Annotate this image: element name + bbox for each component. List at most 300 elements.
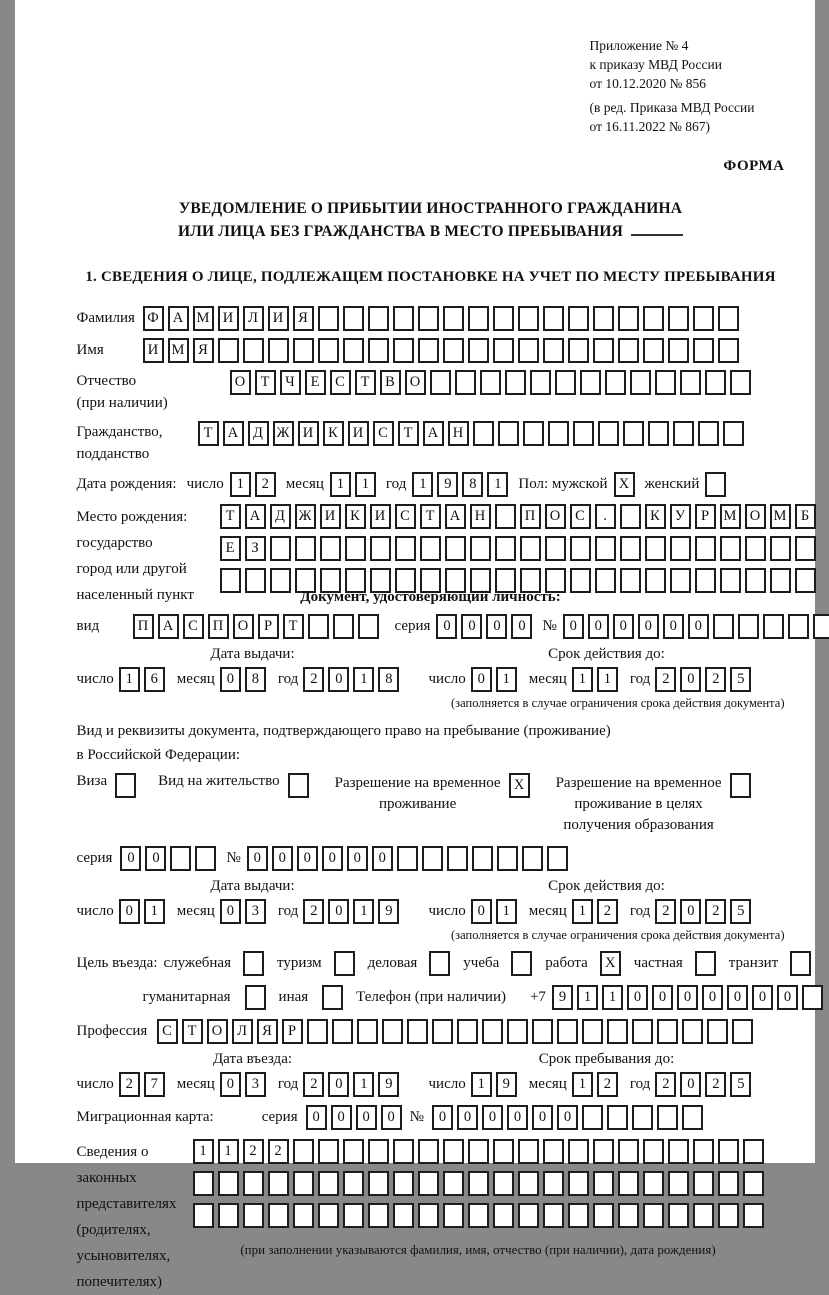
char-cell[interactable]: Ж	[273, 421, 294, 446]
empty-cell[interactable]	[668, 1203, 689, 1228]
char-cell[interactable]: 0	[457, 1105, 478, 1130]
empty-cell[interactable]	[443, 1203, 464, 1228]
empty-cell[interactable]	[268, 1203, 289, 1228]
empty-cell[interactable]	[743, 1203, 764, 1228]
char-cell[interactable]: Т	[182, 1019, 203, 1044]
char-cell[interactable]: 0	[613, 614, 634, 639]
empty-cell[interactable]	[523, 421, 544, 446]
empty-cell[interactable]	[447, 846, 468, 871]
empty-cell[interactable]	[643, 1139, 664, 1164]
char-cell[interactable]: П	[133, 614, 154, 639]
char-cell[interactable]: Т	[355, 370, 376, 395]
empty-cell[interactable]	[495, 504, 516, 529]
char-cell[interactable]: 0	[627, 985, 648, 1010]
empty-cell[interactable]	[318, 338, 339, 363]
empty-cell[interactable]	[493, 338, 514, 363]
char-cell[interactable]: 0	[482, 1105, 503, 1130]
empty-cell[interactable]	[693, 1203, 714, 1228]
empty-cell[interactable]	[568, 306, 589, 331]
empty-cell[interactable]	[318, 1171, 339, 1196]
char-cell[interactable]: 1	[193, 1139, 214, 1164]
empty-cell[interactable]	[193, 1203, 214, 1228]
char-cell[interactable]: Т	[255, 370, 276, 395]
empty-cell[interactable]	[705, 472, 726, 497]
char-cell[interactable]: 0	[328, 1072, 349, 1097]
char-cell[interactable]: 1	[572, 899, 593, 924]
empty-cell[interactable]	[607, 1019, 628, 1044]
empty-cell[interactable]	[693, 1171, 714, 1196]
empty-cell[interactable]	[643, 1171, 664, 1196]
char-cell[interactable]: 2	[655, 667, 676, 692]
empty-cell[interactable]	[693, 338, 714, 363]
char-cell[interactable]: 0	[511, 614, 532, 639]
char-cell[interactable]: 0	[145, 846, 166, 871]
char-cell[interactable]: 0	[507, 1105, 528, 1130]
empty-cell[interactable]	[673, 421, 694, 446]
empty-cell[interactable]	[343, 1139, 364, 1164]
empty-cell[interactable]	[393, 1139, 414, 1164]
char-cell[interactable]: X	[600, 951, 621, 976]
char-cell[interactable]: 0	[557, 1105, 578, 1130]
char-cell[interactable]: Д	[270, 504, 291, 529]
empty-cell[interactable]	[430, 370, 451, 395]
char-cell[interactable]: 8	[378, 667, 399, 692]
char-cell[interactable]: X	[614, 472, 635, 497]
char-cell[interactable]: 1	[602, 985, 623, 1010]
char-cell[interactable]: М	[193, 306, 214, 331]
empty-cell[interactable]	[695, 568, 716, 593]
char-cell[interactable]: Р	[695, 504, 716, 529]
char-cell[interactable]: А	[158, 614, 179, 639]
empty-cell[interactable]	[668, 338, 689, 363]
empty-cell[interactable]	[543, 338, 564, 363]
char-cell[interactable]: В	[380, 370, 401, 395]
char-cell[interactable]: 0	[471, 899, 492, 924]
empty-cell[interactable]	[770, 568, 791, 593]
empty-cell[interactable]	[418, 1203, 439, 1228]
empty-cell[interactable]	[293, 1171, 314, 1196]
empty-cell[interactable]	[802, 985, 823, 1010]
empty-cell[interactable]	[518, 1171, 539, 1196]
empty-cell[interactable]	[745, 536, 766, 561]
empty-cell[interactable]	[457, 1019, 478, 1044]
char-cell[interactable]: 0	[119, 899, 140, 924]
char-cell[interactable]: У	[670, 504, 691, 529]
empty-cell[interactable]	[618, 1203, 639, 1228]
empty-cell[interactable]	[547, 846, 568, 871]
empty-cell[interactable]	[668, 1171, 689, 1196]
empty-cell[interactable]	[718, 1171, 739, 1196]
char-cell[interactable]: С	[183, 614, 204, 639]
char-cell[interactable]: 5	[730, 899, 751, 924]
empty-cell[interactable]	[418, 1171, 439, 1196]
char-cell[interactable]: Т	[198, 421, 219, 446]
char-cell[interactable]: 0	[680, 899, 701, 924]
char-cell[interactable]: Я	[257, 1019, 278, 1044]
empty-cell[interactable]	[548, 421, 569, 446]
empty-cell[interactable]	[268, 338, 289, 363]
empty-cell[interactable]	[518, 306, 539, 331]
char-cell[interactable]: И	[218, 306, 239, 331]
char-cell[interactable]: 2	[303, 1072, 324, 1097]
char-cell[interactable]: 1	[471, 1072, 492, 1097]
empty-cell[interactable]	[445, 536, 466, 561]
empty-cell[interactable]	[293, 1203, 314, 1228]
empty-cell[interactable]	[268, 1171, 289, 1196]
empty-cell[interactable]	[480, 370, 501, 395]
char-cell[interactable]: 2	[597, 1072, 618, 1097]
empty-cell[interactable]	[730, 370, 751, 395]
empty-cell[interactable]	[570, 536, 591, 561]
char-cell[interactable]: 0	[702, 985, 723, 1010]
empty-cell[interactable]	[493, 1203, 514, 1228]
empty-cell[interactable]	[568, 1203, 589, 1228]
empty-cell[interactable]	[443, 1139, 464, 1164]
empty-cell[interactable]	[707, 1019, 728, 1044]
empty-cell[interactable]	[393, 1203, 414, 1228]
empty-cell[interactable]	[695, 951, 716, 976]
empty-cell[interactable]	[693, 1139, 714, 1164]
empty-cell[interactable]	[332, 1019, 353, 1044]
empty-cell[interactable]	[645, 568, 666, 593]
char-cell[interactable]: 0	[220, 899, 241, 924]
char-cell[interactable]: С	[373, 421, 394, 446]
empty-cell[interactable]	[668, 306, 689, 331]
char-cell[interactable]: 0	[677, 985, 698, 1010]
empty-cell[interactable]	[770, 536, 791, 561]
empty-cell[interactable]	[357, 1019, 378, 1044]
char-cell[interactable]: 0	[381, 1105, 402, 1130]
empty-cell[interactable]	[568, 338, 589, 363]
empty-cell[interactable]	[763, 614, 784, 639]
empty-cell[interactable]	[511, 951, 532, 976]
empty-cell[interactable]	[682, 1019, 703, 1044]
char-cell[interactable]: 2	[243, 1139, 264, 1164]
char-cell[interactable]: Л	[232, 1019, 253, 1044]
empty-cell[interactable]	[595, 536, 616, 561]
char-cell[interactable]: А	[445, 504, 466, 529]
char-cell[interactable]: 3	[245, 1072, 266, 1097]
char-cell[interactable]: X	[509, 773, 530, 798]
char-cell[interactable]: И	[320, 504, 341, 529]
empty-cell[interactable]	[368, 1171, 389, 1196]
char-cell[interactable]: И	[348, 421, 369, 446]
empty-cell[interactable]	[443, 338, 464, 363]
empty-cell[interactable]	[557, 1019, 578, 1044]
char-cell[interactable]: С	[395, 504, 416, 529]
char-cell[interactable]: Т	[220, 504, 241, 529]
empty-cell[interactable]	[395, 536, 416, 561]
char-cell[interactable]: 2	[597, 899, 618, 924]
char-cell[interactable]: И	[143, 338, 164, 363]
char-cell[interactable]: .	[595, 504, 616, 529]
empty-cell[interactable]	[493, 1171, 514, 1196]
empty-cell[interactable]	[220, 568, 241, 593]
char-cell[interactable]: Ф	[143, 306, 164, 331]
char-cell[interactable]: К	[645, 504, 666, 529]
empty-cell[interactable]	[472, 846, 493, 871]
char-cell[interactable]: С	[570, 504, 591, 529]
char-cell[interactable]: 9	[437, 472, 458, 497]
empty-cell[interactable]	[370, 536, 391, 561]
char-cell[interactable]: 5	[730, 1072, 751, 1097]
empty-cell[interactable]	[218, 338, 239, 363]
empty-cell[interactable]	[498, 421, 519, 446]
empty-cell[interactable]	[497, 846, 518, 871]
empty-cell[interactable]	[743, 1171, 764, 1196]
empty-cell[interactable]	[493, 306, 514, 331]
char-cell[interactable]: О	[745, 504, 766, 529]
char-cell[interactable]: 8	[245, 667, 266, 692]
empty-cell[interactable]	[422, 846, 443, 871]
empty-cell[interactable]	[468, 338, 489, 363]
empty-cell[interactable]	[598, 421, 619, 446]
empty-cell[interactable]	[343, 306, 364, 331]
empty-cell[interactable]	[245, 568, 266, 593]
empty-cell[interactable]	[670, 568, 691, 593]
empty-cell[interactable]	[518, 1203, 539, 1228]
empty-cell[interactable]	[334, 951, 355, 976]
char-cell[interactable]: 2	[705, 667, 726, 692]
char-cell[interactable]: Л	[243, 306, 264, 331]
empty-cell[interactable]	[657, 1105, 678, 1130]
empty-cell[interactable]	[620, 536, 641, 561]
empty-cell[interactable]	[698, 421, 719, 446]
empty-cell[interactable]	[243, 1171, 264, 1196]
char-cell[interactable]: 2	[705, 1072, 726, 1097]
char-cell[interactable]: 1	[572, 667, 593, 692]
empty-cell[interactable]	[368, 306, 389, 331]
empty-cell[interactable]	[320, 536, 341, 561]
char-cell[interactable]: П	[520, 504, 541, 529]
empty-cell[interactable]	[620, 504, 641, 529]
char-cell[interactable]: 0	[663, 614, 684, 639]
char-cell[interactable]: 0	[471, 667, 492, 692]
empty-cell[interactable]	[543, 1171, 564, 1196]
empty-cell[interactable]	[680, 370, 701, 395]
empty-cell[interactable]	[468, 1203, 489, 1228]
char-cell[interactable]: С	[330, 370, 351, 395]
char-cell[interactable]: 2	[268, 1139, 289, 1164]
empty-cell[interactable]	[420, 536, 441, 561]
empty-cell[interactable]	[358, 614, 379, 639]
empty-cell[interactable]	[730, 773, 751, 798]
char-cell[interactable]: 0	[680, 667, 701, 692]
char-cell[interactable]: 1	[119, 667, 140, 692]
char-cell[interactable]: Я	[293, 306, 314, 331]
char-cell[interactable]: 0	[777, 985, 798, 1010]
char-cell[interactable]: 0	[688, 614, 709, 639]
empty-cell[interactable]	[343, 1203, 364, 1228]
empty-cell[interactable]	[443, 306, 464, 331]
empty-cell[interactable]	[618, 1171, 639, 1196]
char-cell[interactable]: 2	[119, 1072, 140, 1097]
char-cell[interactable]: 1	[496, 899, 517, 924]
char-cell[interactable]: М	[720, 504, 741, 529]
char-cell[interactable]: З	[245, 536, 266, 561]
empty-cell[interactable]	[705, 370, 726, 395]
empty-cell[interactable]	[632, 1105, 653, 1130]
char-cell[interactable]: М	[770, 504, 791, 529]
char-cell[interactable]: 0	[322, 846, 343, 871]
char-cell[interactable]: 0	[652, 985, 673, 1010]
empty-cell[interactable]	[745, 568, 766, 593]
empty-cell[interactable]	[648, 421, 669, 446]
empty-cell[interactable]	[482, 1019, 503, 1044]
empty-cell[interactable]	[468, 1139, 489, 1164]
char-cell[interactable]: О	[207, 1019, 228, 1044]
char-cell[interactable]: Р	[258, 614, 279, 639]
char-cell[interactable]: А	[168, 306, 189, 331]
empty-cell[interactable]	[695, 536, 716, 561]
char-cell[interactable]: 2	[303, 667, 324, 692]
char-cell[interactable]: 0	[680, 1072, 701, 1097]
empty-cell[interactable]	[418, 306, 439, 331]
char-cell[interactable]: А	[423, 421, 444, 446]
char-cell[interactable]: 1	[230, 472, 251, 497]
char-cell[interactable]: 0	[372, 846, 393, 871]
char-cell[interactable]: П	[208, 614, 229, 639]
char-cell[interactable]: 1	[577, 985, 598, 1010]
empty-cell[interactable]	[288, 773, 309, 798]
char-cell[interactable]: 0	[328, 899, 349, 924]
char-cell[interactable]: 1	[353, 899, 374, 924]
empty-cell[interactable]	[813, 614, 829, 639]
empty-cell[interactable]	[795, 536, 816, 561]
char-cell[interactable]: 2	[255, 472, 276, 497]
char-cell[interactable]: 2	[655, 899, 676, 924]
empty-cell[interactable]	[382, 1019, 403, 1044]
char-cell[interactable]: Н	[448, 421, 469, 446]
empty-cell[interactable]	[368, 1203, 389, 1228]
empty-cell[interactable]	[582, 1019, 603, 1044]
empty-cell[interactable]	[218, 1171, 239, 1196]
empty-cell[interactable]	[718, 1203, 739, 1228]
empty-cell[interactable]	[243, 1203, 264, 1228]
char-cell[interactable]: 9	[378, 899, 399, 924]
empty-cell[interactable]	[570, 568, 591, 593]
empty-cell[interactable]	[318, 306, 339, 331]
empty-cell[interactable]	[668, 1139, 689, 1164]
char-cell[interactable]: 1	[355, 472, 376, 497]
empty-cell[interactable]	[618, 1139, 639, 1164]
char-cell[interactable]: Н	[470, 504, 491, 529]
empty-cell[interactable]	[495, 536, 516, 561]
empty-cell[interactable]	[718, 306, 739, 331]
char-cell[interactable]: К	[345, 504, 366, 529]
empty-cell[interactable]	[468, 1171, 489, 1196]
empty-cell[interactable]	[318, 1203, 339, 1228]
char-cell[interactable]: 1	[496, 667, 517, 692]
char-cell[interactable]: 6	[144, 667, 165, 692]
char-cell[interactable]: 2	[705, 899, 726, 924]
empty-cell[interactable]	[507, 1019, 528, 1044]
char-cell[interactable]: О	[545, 504, 566, 529]
char-cell[interactable]: Т	[283, 614, 304, 639]
char-cell[interactable]: 1	[597, 667, 618, 692]
char-cell[interactable]: 0	[588, 614, 609, 639]
empty-cell[interactable]	[643, 306, 664, 331]
char-cell[interactable]: 1	[353, 1072, 374, 1097]
char-cell[interactable]: 9	[378, 1072, 399, 1097]
char-cell[interactable]: 1	[144, 899, 165, 924]
empty-cell[interactable]	[568, 1139, 589, 1164]
char-cell[interactable]: Ж	[295, 504, 316, 529]
char-cell[interactable]: О	[233, 614, 254, 639]
empty-cell[interactable]	[723, 421, 744, 446]
char-cell[interactable]: М	[168, 338, 189, 363]
empty-cell[interactable]	[345, 536, 366, 561]
char-cell[interactable]: А	[245, 504, 266, 529]
empty-cell[interactable]	[522, 846, 543, 871]
empty-cell[interactable]	[593, 338, 614, 363]
empty-cell[interactable]	[115, 773, 136, 798]
empty-cell[interactable]	[595, 568, 616, 593]
empty-cell[interactable]	[555, 370, 576, 395]
char-cell[interactable]: Б	[795, 504, 816, 529]
char-cell[interactable]: Т	[420, 504, 441, 529]
empty-cell[interactable]	[218, 1203, 239, 1228]
empty-cell[interactable]	[429, 951, 450, 976]
empty-cell[interactable]	[738, 614, 759, 639]
char-cell[interactable]: 9	[552, 985, 573, 1010]
char-cell[interactable]: 2	[655, 1072, 676, 1097]
empty-cell[interactable]	[743, 1139, 764, 1164]
empty-cell[interactable]	[418, 338, 439, 363]
char-cell[interactable]: 3	[245, 899, 266, 924]
empty-cell[interactable]	[593, 306, 614, 331]
empty-cell[interactable]	[393, 1171, 414, 1196]
empty-cell[interactable]	[593, 1171, 614, 1196]
char-cell[interactable]: Е	[220, 536, 241, 561]
char-cell[interactable]: 0	[727, 985, 748, 1010]
empty-cell[interactable]	[618, 306, 639, 331]
empty-cell[interactable]	[270, 568, 291, 593]
empty-cell[interactable]	[333, 614, 354, 639]
empty-cell[interactable]	[720, 568, 741, 593]
empty-cell[interactable]	[293, 1139, 314, 1164]
empty-cell[interactable]	[655, 370, 676, 395]
empty-cell[interactable]	[518, 338, 539, 363]
char-cell[interactable]: 1	[330, 472, 351, 497]
char-cell[interactable]: 9	[496, 1072, 517, 1097]
empty-cell[interactable]	[718, 1139, 739, 1164]
empty-cell[interactable]	[732, 1019, 753, 1044]
empty-cell[interactable]	[543, 306, 564, 331]
char-cell[interactable]: 1	[572, 1072, 593, 1097]
char-cell[interactable]: И	[298, 421, 319, 446]
char-cell[interactable]: Т	[398, 421, 419, 446]
empty-cell[interactable]	[270, 536, 291, 561]
empty-cell[interactable]	[520, 536, 541, 561]
empty-cell[interactable]	[543, 1139, 564, 1164]
char-cell[interactable]: О	[230, 370, 251, 395]
empty-cell[interactable]	[318, 1139, 339, 1164]
empty-cell[interactable]	[593, 1203, 614, 1228]
char-cell[interactable]: А	[223, 421, 244, 446]
char-cell[interactable]: О	[405, 370, 426, 395]
empty-cell[interactable]	[573, 421, 594, 446]
empty-cell[interactable]	[170, 846, 191, 871]
empty-cell[interactable]	[643, 1203, 664, 1228]
empty-cell[interactable]	[397, 846, 418, 871]
empty-cell[interactable]	[543, 1203, 564, 1228]
char-cell[interactable]: И	[268, 306, 289, 331]
empty-cell[interactable]	[795, 568, 816, 593]
empty-cell[interactable]	[693, 306, 714, 331]
char-cell[interactable]: 0	[532, 1105, 553, 1130]
empty-cell[interactable]	[322, 985, 343, 1010]
